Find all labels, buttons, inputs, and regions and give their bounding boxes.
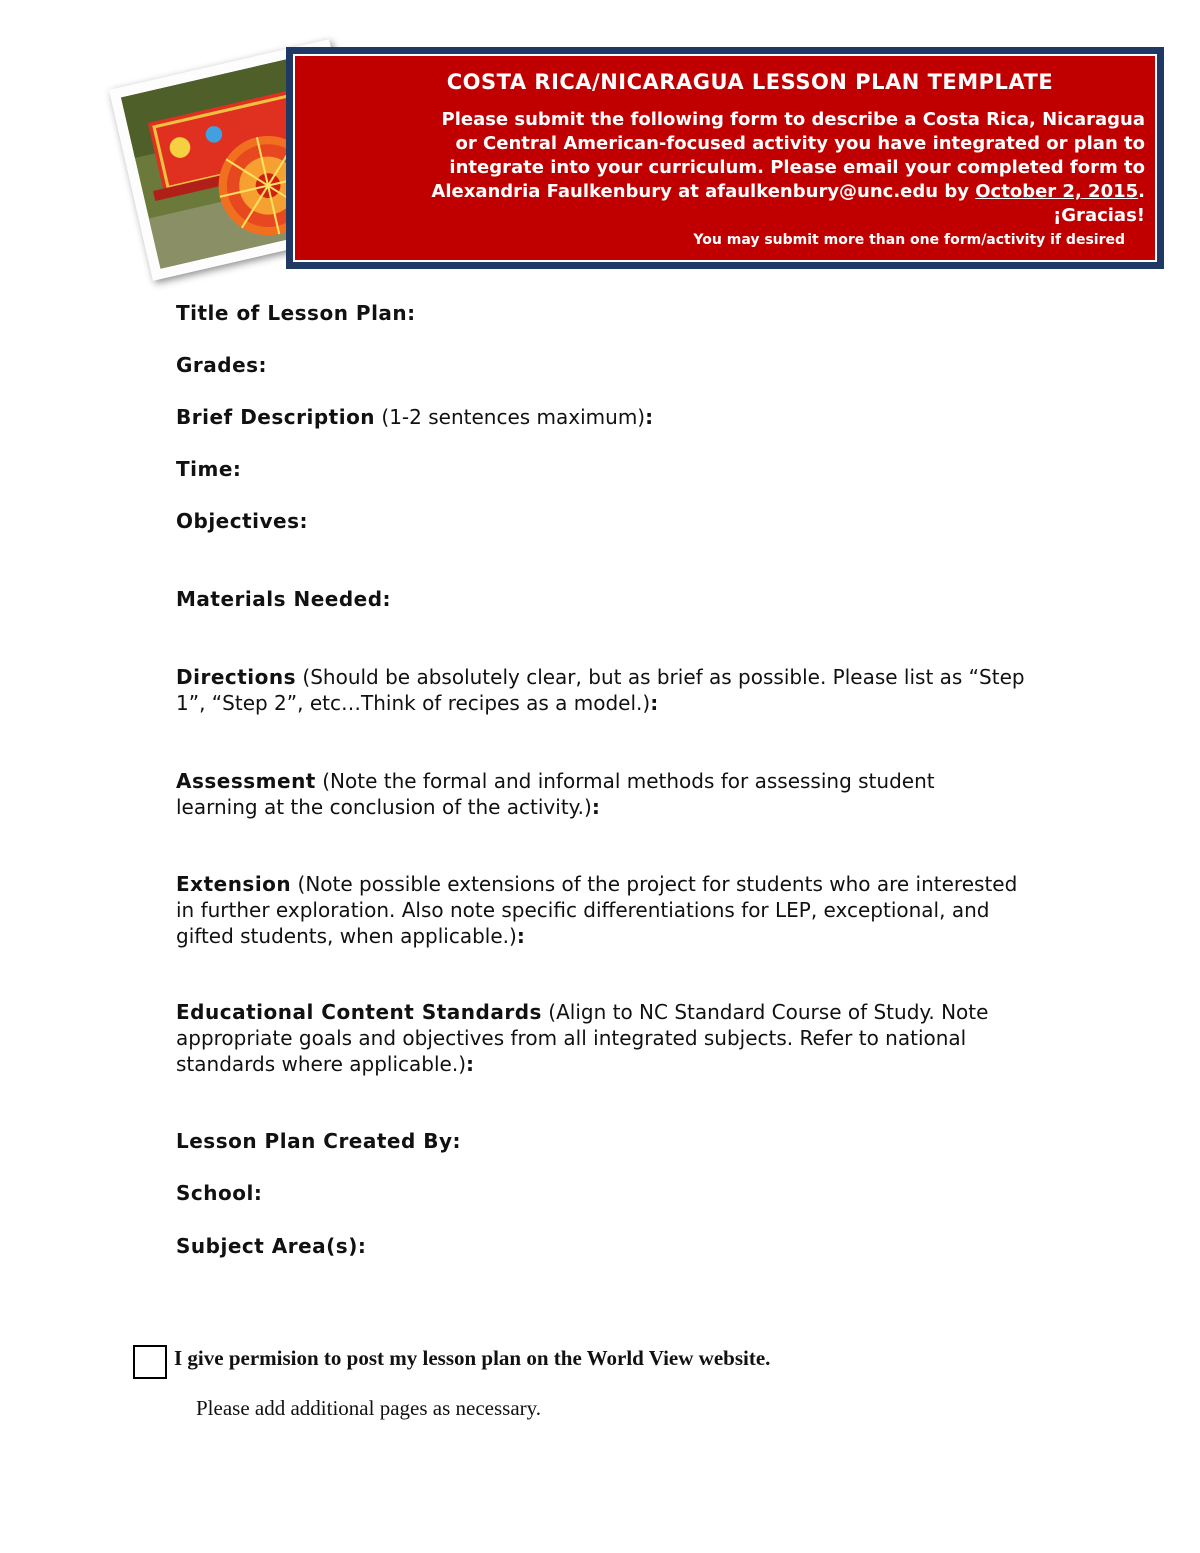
field-label: Subject Area(s): — [176, 1234, 367, 1258]
field-hint: (1-2 sentences maximum) — [375, 405, 646, 429]
email-text: Alexandria Faulkenbury at afaulkenbury@unc.edu by — [431, 181, 976, 202]
header-banner-inner — [293, 54, 1157, 262]
additional-pages-note: Please add additional pages as necessary. — [196, 1396, 542, 1420]
header-banner — [286, 47, 1164, 269]
field-extension — [176, 871, 1026, 949]
field-label: Educational Content Standards — [176, 1000, 542, 1024]
permission-checkbox[interactable] — [133, 1345, 167, 1379]
field-hint: (Should be absolutely clear, but as brief as possible. Please list as “Step 1”, “Step 2”, etc…Think of recipes as a model.) — [176, 665, 1025, 715]
field-label: School: — [176, 1181, 263, 1205]
field-label: Objectives: — [176, 509, 309, 533]
field-label: Grades: — [176, 353, 268, 377]
permission-label: I give permision to post my lesson plan on the World View website. — [174, 1346, 771, 1370]
field-assessment — [176, 768, 1016, 820]
instructions-line-2: or Central American-focused activity you have integrated or plan to — [455, 133, 1145, 154]
field-materials-needed — [176, 586, 1076, 612]
field-grades — [176, 352, 1076, 378]
field-subject-areas — [176, 1233, 1076, 1259]
field-colon: : — [645, 405, 654, 429]
multiple-forms-note: You may submit more than one form/activity if desired — [693, 232, 1125, 248]
field-school — [176, 1180, 1076, 1206]
field-lesson-plan-created-by — [176, 1128, 1076, 1154]
field-label: Title of Lesson Plan: — [176, 301, 416, 325]
field-label: Brief Description — [176, 405, 376, 429]
field-objectives — [176, 508, 1076, 534]
field-educational-content-standards — [176, 999, 1056, 1077]
field-title-of-lesson-plan — [176, 300, 1076, 326]
field-label: Time: — [176, 457, 242, 481]
page-title: COSTA RICA/NICARAGUA LESSON PLAN TEMPLATE — [446, 70, 1054, 94]
instructions-line-4 — [295, 180, 1145, 204]
instructions-line-1: Please submit the following form to describe a Costa Rica, Nicaragua — [441, 109, 1145, 130]
field-colon: : — [650, 691, 659, 715]
field-hint: (Note the formal and informal methods for assessing student learning at the conclusion of the activity.) — [176, 769, 935, 819]
thanks-text: ¡Gracias! — [1053, 205, 1145, 226]
field-colon: : — [516, 924, 526, 948]
deadline-period: . — [1138, 181, 1145, 202]
field-colon: : — [466, 1052, 475, 1076]
field-brief-description — [176, 404, 1076, 430]
instructions — [295, 108, 1145, 228]
field-hint: (Note possible extensions of the project for students who are interested in further exploration. Also note specific differentiations for LEP, exceptional, and gifted students, when applicable.) — [176, 872, 1018, 948]
field-label: Materials Needed: — [176, 587, 392, 611]
deadline-date: October 2, 2015 — [975, 181, 1139, 202]
instructions-line-3: integrate into your curriculum. Please email your completed form to — [449, 157, 1145, 178]
field-directions — [176, 664, 1046, 716]
field-label: Directions — [176, 665, 297, 689]
field-colon: : — [591, 795, 601, 819]
field-time — [176, 456, 1076, 482]
field-label: Extension — [176, 872, 292, 896]
field-hint: (Align to NC Standard Course of Study. Note appropriate goals and objectives from all integrated subjects. Refer to national standards where applicable.) — [176, 1000, 989, 1076]
field-label: Lesson Plan Created By: — [176, 1129, 462, 1153]
field-label: Assessment — [176, 769, 316, 793]
